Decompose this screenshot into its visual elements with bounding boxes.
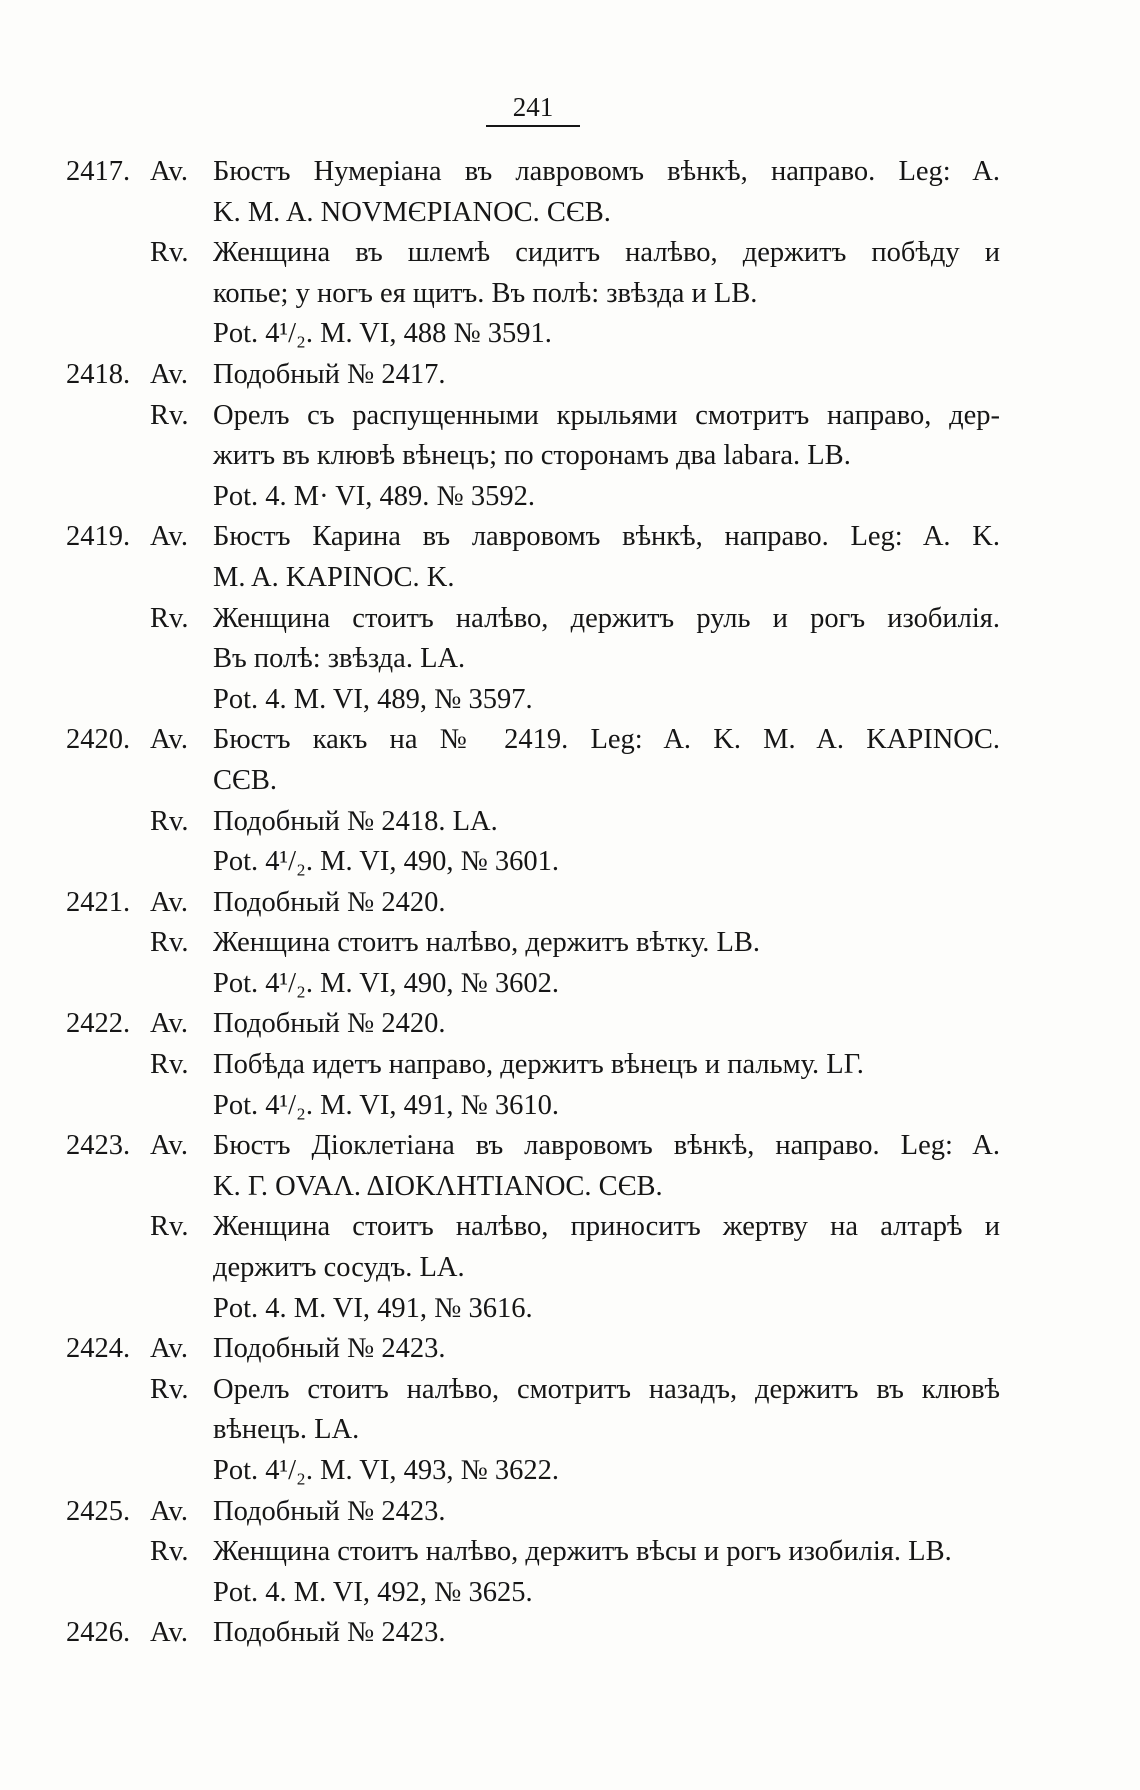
obverse-line — [0, 1492, 1140, 1533]
reverse-line — [0, 1532, 1140, 1573]
reference-line — [0, 680, 1140, 721]
catalog-entry — [0, 355, 1140, 517]
entry-number: 2421. — [66, 886, 131, 918]
obverse-text: Бюстъ Діоклетіана въ лавровомъ вѣнкѣ, направо. Leg: A. — [213, 1130, 1000, 1162]
obverse-line — [0, 558, 1140, 599]
reverse-text: Женщина стоитъ налѣво, держитъ руль и рогъ изобилія. — [213, 602, 1000, 634]
obverse-label: Av. — [150, 358, 188, 390]
obverse-line — [0, 883, 1140, 924]
obverse-text: Подобный № 2423. — [213, 1333, 446, 1365]
reference-line — [0, 842, 1140, 883]
reverse-line — [0, 396, 1140, 437]
reverse-line — [0, 233, 1140, 274]
entry-number: 2417. — [66, 156, 131, 187]
reference-line — [0, 964, 1140, 1005]
reference-text: Pot. 4¹/₂. M. VI, 491, № 3610. — [213, 1089, 560, 1121]
obverse-text: K. Γ. OVAΛ. ΔIOKΛHTIANOC. CЄB. — [213, 1170, 663, 1202]
reverse-text: Орелъ стоитъ налѣво, смотритъ назадъ, держитъ въ клювѣ — [213, 1373, 1000, 1405]
obverse-text: Подобный № 2417. — [213, 358, 446, 390]
reverse-text: Женщина стоитъ налѣво, приноситъ жертву на алтарѣ и — [213, 1211, 1000, 1243]
reverse-label: Rv. — [150, 1049, 189, 1081]
entry-number: 2422. — [66, 1008, 131, 1040]
obverse-label: Av. — [150, 1130, 188, 1162]
reverse-label: Rv. — [150, 805, 189, 837]
reverse-label: Rv. — [150, 602, 189, 634]
obverse-label: Av. — [150, 1008, 188, 1040]
obverse-text: Подобный № 2423. — [213, 1617, 446, 1649]
reverse-line — [0, 1248, 1140, 1289]
reference-line — [0, 1451, 1140, 1492]
reverse-line — [0, 274, 1140, 315]
reverse-line — [0, 599, 1140, 640]
reference-text: Pot. 4. M· VI, 489. № 3592. — [213, 480, 535, 512]
obverse-text: Бюстъ Карина въ лавровомъ вѣнкѣ, направо. Leg: A. K. — [213, 521, 1000, 553]
reverse-text: держитъ сосудъ. LA. — [213, 1252, 465, 1284]
reverse-line — [0, 1370, 1140, 1411]
obverse-label: Av. — [150, 1495, 188, 1527]
catalog-entry — [0, 1004, 1140, 1126]
reverse-label: Rv. — [150, 1211, 189, 1243]
obverse-text: Бюстъ какъ на № 2419. Leg: A. K. M. A. KAPINOC. — [213, 724, 1000, 756]
obverse-label: Av. — [150, 724, 188, 756]
catalog-entry — [0, 883, 1140, 1005]
obverse-label: Av. — [150, 1617, 188, 1649]
reverse-text: Побѣда идетъ направо, держитъ вѣнецъ и пальму. LΓ. — [213, 1049, 864, 1081]
obverse-line — [0, 517, 1140, 558]
obverse-line — [0, 761, 1140, 802]
entry-number: 2425. — [66, 1495, 131, 1527]
reference-line — [0, 1086, 1140, 1127]
obverse-line — [0, 1004, 1140, 1045]
obverse-text: Бюстъ Нумеріана въ лавровомъ вѣнкѣ, направо. Leg: A. — [213, 156, 1000, 187]
obverse-line — [0, 720, 1140, 761]
coin-entries — [0, 152, 1140, 1654]
reference-text: Pot. 4¹/₂. M. VI, 490, № 3602. — [213, 967, 560, 999]
obverse-line — [0, 1329, 1140, 1370]
catalog-entry — [0, 720, 1140, 882]
reference-line — [0, 477, 1140, 518]
catalog-entry — [0, 1613, 1140, 1654]
reference-text: Pot. 4. M. VI, 489, № 3597. — [213, 683, 533, 715]
reverse-line — [0, 639, 1140, 680]
reference-text: Pot. 4. M. VI, 491, № 3616. — [213, 1292, 533, 1324]
reference-line — [0, 1573, 1140, 1614]
reverse-line — [0, 1045, 1140, 1086]
reverse-label: Rv. — [150, 399, 189, 431]
obverse-line — [0, 152, 1140, 193]
reverse-text: Женщина въ шлемѣ сидитъ налѣво, держитъ побѣду и — [213, 237, 1000, 269]
obverse-label: Av. — [150, 156, 188, 187]
reverse-line — [0, 1410, 1140, 1451]
reference-text: Pot. 4. M. VI, 492, № 3625. — [213, 1576, 533, 1608]
obverse-text: Подобный № 2420. — [213, 1008, 446, 1040]
obverse-text: K. M. A. NOVMЄPIANOC. CЄB. — [213, 196, 611, 228]
obverse-text: M. A. KAPINOC. K. — [213, 561, 455, 593]
entry-number: 2423. — [66, 1130, 131, 1162]
reverse-label: Rv. — [150, 927, 189, 959]
catalog-entry — [0, 1126, 1140, 1329]
reference-text: Pot. 4¹/₂. M. VI, 488 № 3591. — [213, 318, 552, 350]
entry-number: 2420. — [66, 724, 131, 756]
obverse-label: Av. — [150, 886, 188, 918]
obverse-text: CЄB. — [213, 764, 277, 796]
catalog-entry — [0, 517, 1140, 720]
reverse-text: житъ въ клювѣ вѣнецъ; по сторонамъ два labara. LB. — [213, 440, 851, 472]
catalog-entry — [0, 1329, 1140, 1491]
obverse-line — [0, 1613, 1140, 1654]
entry-number: 2418. — [66, 358, 131, 390]
reverse-text: Женщина стоитъ налѣво, держитъ вѣсы и рогъ изобилія. LB. — [213, 1536, 952, 1568]
reference-line — [0, 1289, 1140, 1330]
reference-text: Pot. 4¹/₂. M. VI, 493, № 3622. — [213, 1455, 560, 1486]
obverse-line — [0, 1167, 1140, 1208]
entry-number: 2419. — [66, 521, 131, 553]
reference-text: Pot. 4¹/₂. M. VI, 490, № 3601. — [213, 846, 560, 878]
reverse-label: Rv. — [150, 1536, 189, 1568]
reverse-line — [0, 802, 1140, 843]
reverse-line — [0, 1207, 1140, 1248]
page-number: 241 — [486, 90, 580, 127]
reference-line — [0, 314, 1140, 355]
reverse-label: Rv. — [150, 1373, 189, 1405]
obverse-line — [0, 1126, 1140, 1167]
obverse-line — [0, 355, 1140, 396]
reverse-text: Орелъ съ распущенными крыльями смотритъ направо, дер- — [213, 399, 1000, 431]
reverse-line — [0, 436, 1140, 477]
obverse-label: Av. — [150, 1333, 188, 1365]
obverse-label: Av. — [150, 521, 188, 553]
reverse-text: вѣнецъ. LA. — [213, 1414, 360, 1446]
catalog-entry — [0, 1492, 1140, 1614]
reverse-text: Въ полѣ: звѣзда. LA. — [213, 643, 466, 675]
reverse-line — [0, 923, 1140, 964]
obverse-text: Подобный № 2423. — [213, 1495, 446, 1527]
reverse-label: Rv. — [150, 237, 189, 269]
obverse-text: Подобный № 2420. — [213, 886, 446, 918]
entry-number: 2426. — [66, 1617, 131, 1649]
catalog-entry — [0, 152, 1140, 355]
reverse-text: Подобный № 2418. LA. — [213, 805, 498, 837]
entry-number: 2424. — [66, 1333, 131, 1365]
obverse-line — [0, 193, 1140, 234]
reverse-text: копье; у ногъ ея щитъ. Въ полѣ: звѣзда и LB. — [213, 277, 758, 309]
reverse-text: Женщина стоитъ налѣво, держитъ вѣтку. LB. — [213, 927, 761, 959]
